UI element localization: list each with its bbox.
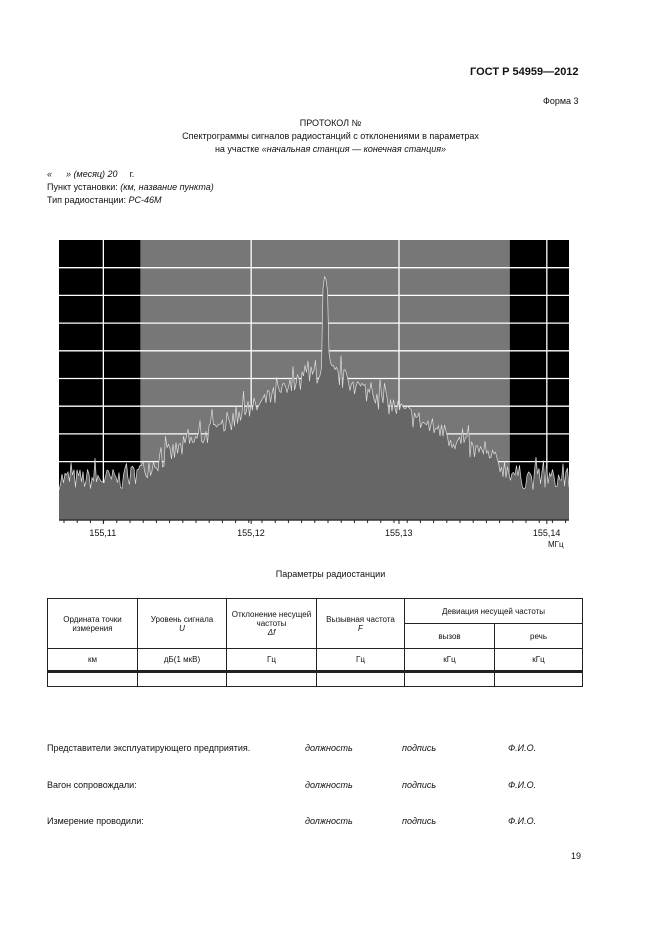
type-line xyxy=(47,195,162,205)
signature-sign: подпись xyxy=(402,743,437,753)
subheader-call: вызов xyxy=(405,624,495,649)
type-label: Тип радиостанции: xyxy=(47,195,127,205)
signature-position: должность xyxy=(305,816,353,826)
date-open: « xyxy=(47,169,53,179)
standard-number: ГОСТ Р 54959—2012 xyxy=(470,66,579,78)
location-label: Пункт установки: xyxy=(47,182,118,192)
unit-cell: дБ(1 мкВ) xyxy=(138,649,227,672)
spectrogram-chart xyxy=(59,240,569,524)
signature-label: Измерение проводили: xyxy=(47,816,144,826)
signature-name: Ф.И.О. xyxy=(508,780,537,790)
x-tick-label: 155,12 xyxy=(237,528,265,538)
header-freq-deviation: Отклонение несущей частоты Δf xyxy=(227,599,317,649)
date-line xyxy=(47,169,134,179)
x-tick-label: 155,13 xyxy=(385,528,413,538)
form-label: Форма 3 xyxy=(543,96,579,106)
x-axis-unit: МГц xyxy=(548,540,564,549)
signature-name: Ф.И.О. xyxy=(508,743,537,753)
table-caption: Параметры радиостанции xyxy=(275,569,386,579)
unit-cell: кГц xyxy=(405,649,495,672)
signature-label: Вагон сопровождали: xyxy=(47,780,137,790)
location-value: (км, название пункта) xyxy=(120,182,214,192)
page-number: 19 xyxy=(571,851,582,861)
section-name: «начальная станция — конечная станция» xyxy=(261,144,447,154)
header-ordinate: Ордината точки измерения xyxy=(48,599,138,649)
signature-name: Ф.И.О. xyxy=(508,816,537,826)
x-tick-label: 155,14 xyxy=(532,528,561,538)
unit-cell: км xyxy=(48,649,138,672)
parameters-table xyxy=(47,598,583,687)
protocol-subtitle: Спектрограммы сигналов радиостанций с отклонениями в параметрах xyxy=(182,131,479,141)
subheader-speech: речь xyxy=(495,624,583,649)
unit-cell: кГц xyxy=(495,649,583,672)
x-tick-label: 155,11 xyxy=(89,528,117,538)
units-row xyxy=(48,649,583,672)
signature-position: должность xyxy=(305,743,353,753)
section-prefix: на участке xyxy=(214,144,262,154)
signature-position: должность xyxy=(305,780,353,790)
date-year: г. xyxy=(129,169,135,179)
signature-sign: подпись xyxy=(402,780,437,790)
protocol-title: ПРОТОКОЛ № xyxy=(299,118,362,128)
type-value: РС-46М xyxy=(128,195,162,205)
unit-cell: Гц xyxy=(317,649,405,672)
signature-sign: подпись xyxy=(402,816,437,826)
date-month: » (месяц) 20 xyxy=(66,169,118,179)
protocol-section xyxy=(0,144,661,154)
header-call-frequency: Вызывная частота F xyxy=(317,599,405,649)
signature-label: Представители эксплуатирующего предприятия. xyxy=(47,743,251,753)
header-signal-level: Уровень сигнала U xyxy=(138,599,227,649)
unit-cell: Гц xyxy=(227,649,317,672)
empty-row xyxy=(48,672,583,687)
location-line xyxy=(47,182,214,192)
header-carrier-deviation: Девиация несущей частоты xyxy=(405,599,583,624)
